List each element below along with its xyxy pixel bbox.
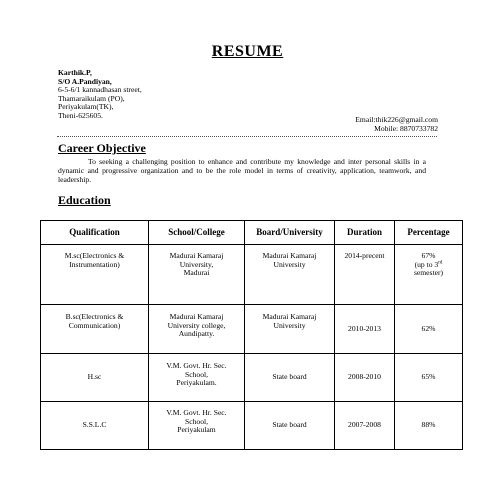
cell-line: Madurai Kamaraj: [262, 251, 317, 260]
father-name: S/O A.Pandiyan,: [58, 76, 112, 86]
table-header-row: [41, 221, 463, 245]
address-line: Theni-625605.: [58, 110, 103, 120]
duration-cell: 2008-2010: [335, 354, 395, 402]
column-header-qualification: Qualification: [41, 221, 149, 245]
education-table: [40, 220, 463, 450]
superscript: rd: [438, 260, 443, 266]
duration-cell: 2007-2008: [335, 402, 395, 450]
cell-line: Madurai Kamaraj: [169, 251, 224, 260]
cell-line: semester): [413, 268, 444, 278]
cell-text: (up to 3: [414, 259, 439, 269]
board-cell: State board: [245, 354, 335, 402]
table-row: [41, 402, 463, 450]
cell-line: School,: [185, 369, 208, 379]
career-objective-text: To seeking a challenging position to enhance and contribute my knowledge and inter personal skills in a dynamic and progressive organization and to be the role model in terms of creativity, application, teamwork, and leadership.: [58, 157, 426, 184]
cell-line: Aundipatty.: [178, 329, 215, 339]
qualification-cell: S.S.L.C: [41, 402, 149, 450]
table-row: [41, 354, 463, 402]
address-line: 6-5-6/1 kannadhasan street,: [58, 85, 142, 95]
board-cell: [245, 245, 335, 305]
cell-line: Madurai Kamaraj: [262, 312, 317, 321]
cell-line: Madurai Kamaraj: [169, 312, 224, 321]
percentage-cell: 65%: [395, 354, 463, 402]
column-header-board: Board/University: [245, 221, 335, 245]
education-heading: Education: [58, 193, 111, 207]
column-header-school: School/College: [149, 221, 245, 245]
duration-cell: 2010-2013: [335, 305, 395, 354]
column-header-duration: Duration: [335, 221, 395, 245]
table-row: [41, 245, 463, 305]
school-cell: [149, 402, 245, 450]
address-line: Thamaraikulam (PO),: [58, 93, 125, 103]
cell-line: School,: [185, 416, 208, 426]
contact-block: [355, 115, 438, 133]
candidate-name: Karthik.P,: [58, 68, 92, 77]
school-cell: [149, 245, 245, 305]
cell-line: V.M. Govt. Hr. Sec.: [166, 361, 227, 370]
percentage-cell: 88%: [395, 402, 463, 450]
address-line: Periyakulam(TK),: [58, 102, 114, 112]
school-cell: [149, 305, 245, 354]
cell-line: V.M. Govt. Hr. Sec.: [166, 408, 227, 417]
address-block: [58, 69, 142, 121]
percentage-cell: [395, 245, 463, 305]
cell-line: B.sc(Electronics &: [65, 312, 124, 321]
qualification-cell: [41, 305, 149, 354]
cell-line: Instrumentation): [69, 259, 120, 269]
cell-line: Periyakulam: [177, 425, 216, 435]
percentage-cell: 62%: [395, 305, 463, 354]
cell-line: University,: [179, 259, 214, 269]
cell-line: University college,: [167, 320, 226, 330]
email-text: Email:thik226@gmail.com: [355, 115, 438, 124]
mobile-text: Mobile: 8870733782: [374, 124, 438, 133]
column-header-percentage: Percentage: [395, 221, 463, 245]
board-cell: [245, 305, 335, 354]
dotted-divider: [57, 136, 437, 137]
cell-line: University: [273, 320, 306, 330]
table-row: [41, 305, 463, 354]
duration-cell: 2014-precent: [335, 245, 395, 305]
school-cell: [149, 354, 245, 402]
qualification-cell: [41, 245, 149, 305]
cell-line: University: [273, 259, 306, 269]
cell-line: M.sc(Electronics &: [64, 251, 125, 260]
qualification-cell: H.sc: [41, 354, 149, 402]
cell-line: Periyakulam.: [176, 378, 217, 388]
cell-line: Madurai: [183, 268, 210, 278]
cell-line: 67%: [421, 251, 436, 260]
board-cell: State board: [245, 402, 335, 450]
resume-title: RESUME: [211, 43, 284, 60]
career-objective-heading: Career Objective: [58, 141, 146, 155]
cell-line: Communication): [68, 320, 121, 330]
